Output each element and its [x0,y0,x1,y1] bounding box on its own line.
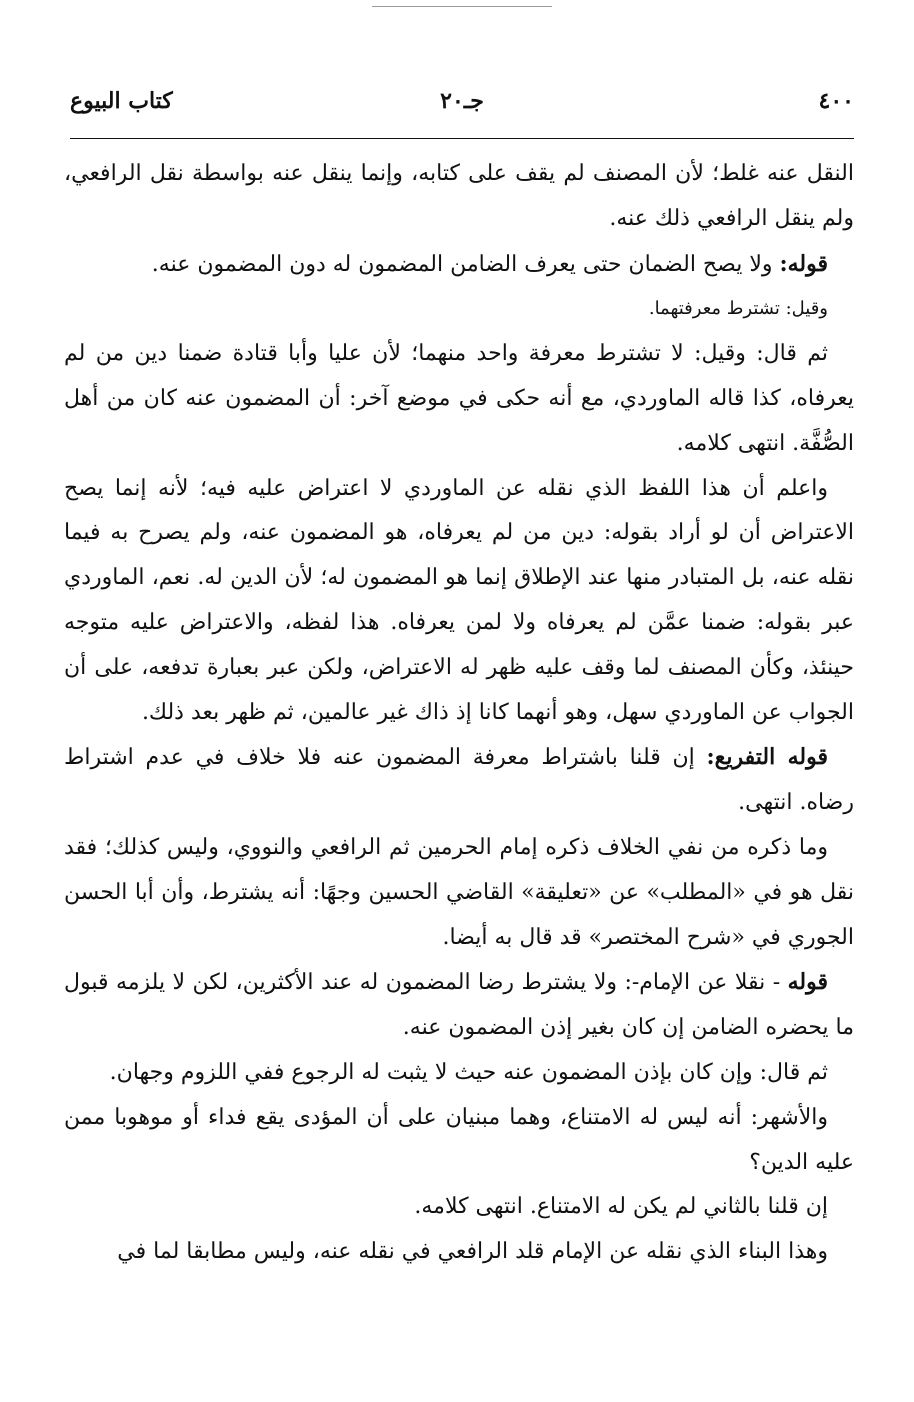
page-number: ٤٠٠ [818,88,854,114]
paragraph [64,242,854,288]
paragraph-text: وهذا البناء الذي نقله عن الإمام قلد الرافعي في نقله عنه، وليس مطابقا لما في [117,1239,828,1265]
paragraph [64,960,854,1051]
paragraph-text: وقيل: تشترط معرفتهما. [648,298,828,320]
paragraph [64,1185,854,1230]
paragraph [64,826,854,960]
paragraph [64,1096,854,1186]
paragraph-text: - نقلا عن الإمام-: ولا يشترط رضا المضمون له عند الأكثرين، لكن لا يلزمه قبول ما يحضره الضامن إن كان بغير إذن المضمون عنه. [64,970,854,1041]
paragraph-text: إن قلنا باشتراط معرفة المضمون عنه فلا خلاف في عدم اشتراط رضاه. انتهى. [64,745,854,816]
paragraph-text: وما ذكره من نفي الخلاف ذكره إمام الحرمين ثم الرافعي والنووي، وليس كذلك؛ فقد نقل هو في «المطلب» عن «تعليقة» القاضي الحسين وجهًا: أنه يشترط، وأن أبا الحسن الجوري في «شرح المختصر» قد قال به أيضا. [64,834,854,950]
paragraph-text: ولا يصح الضمان حتى يعرف الضامن المضمون له دون المضمون عنه. [151,251,780,277]
paragraph [64,1230,854,1275]
paragraph-keyword: قوله التفريع: [706,744,829,771]
paragraph-text: ثم قال: وقيل: لا تشترط معرفة واحد منهما؛ لأن عليا وأبا قتادة ضمنا دين من لم يعرفاه، كذا قاله الماوردي، مع أنه حكى في موضع آخر: أن المضمون عنه كان من أهل الصُّفَّة. انتهى كلامه. [64,341,854,456]
paragraph [64,152,854,242]
paragraph-text: ثم قال: وإن كان بإذن المضمون عنه حيث لا يثبت له الرجوع ففي اللزوم وجهان. [109,1059,828,1085]
header-divider [70,138,854,139]
paragraph [64,735,854,826]
paragraph-text: واعلم أن هذا اللفظ الذي نقله عن الماوردي لا اعتراض عليه فيه؛ لأنه إنما يصح الاعتراض أن لو أراد بقوله: دين من لم يعرفاه، هو المضمون عنه، ولم يصرح به فيما نقله عنه، بل المتبادر منها عند الإطلاق إنما هو المضمون له؛ لأن الدين له. نعم، الماوردي عبر بقوله: ضمنا عمَّن لم يعرفاه ولا لمن يعرفاه. هذا لفظه، والاعتراض عليه متوجه حينئذ، وكأن المصنف لما وقف عليه ظهر له الاعتراض، ولكن عبر بعبارة تدفعه، على أن الجواب عن الماوردي سهل، وهو أنهما كانا إذ ذاك غير عالمين، ثم ظهر بعد ذلك. [64,475,854,725]
paragraph [64,332,854,466]
top-rule [372,6,552,7]
paragraph [64,467,854,736]
page-header [70,88,854,128]
paragraph-text: والأشهر: أنه ليس له الامتناع، وهما مبنيان على أن المؤدى يقع فداء أو موهوبا ممن عليه الدين؟ [64,1104,854,1175]
paragraph [64,287,854,332]
page-body [64,152,854,1275]
paragraph [64,1051,854,1096]
paragraph-text: النقل عنه غلط؛ لأن المصنف لم يقف على كتابه، وإنما ينقل عنه بواسطة نقل الرافعي، ولم ينقل الرافعي ذلك عنه. [64,161,854,231]
paragraph-keyword: قوله: [779,250,828,277]
paragraph-keyword: قوله [787,969,828,996]
paragraph-text: إن قلنا بالثاني لم يكن له الامتناع. انتهى كلامه. [414,1194,828,1220]
book-title: كتاب البيوع [70,88,173,114]
volume-label: جـ٢٠ [440,88,484,114]
